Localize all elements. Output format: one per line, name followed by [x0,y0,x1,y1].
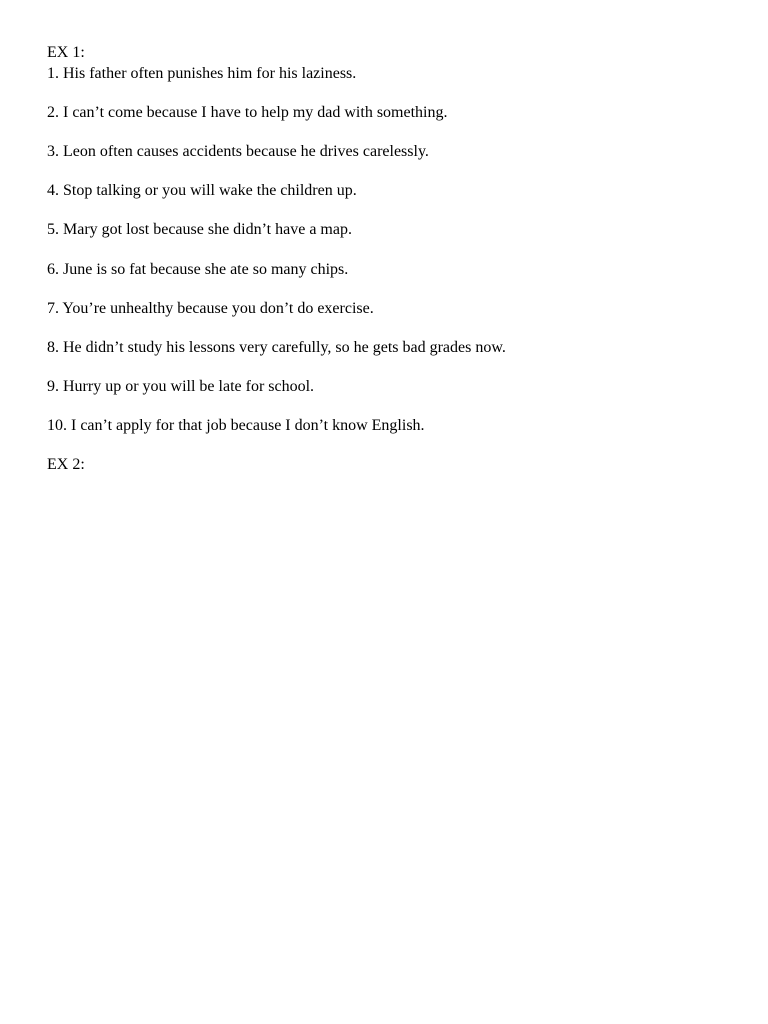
ex1-heading: EX 1: [47,44,85,61]
exercise-item-9: 9. Hurry up or you will be late for school. [47,378,315,395]
ex2-heading: EX 2: [47,456,85,473]
exercise-item-8: 8. He didn’t study his lessons very carefully, so he gets bad grades now. [47,339,506,356]
exercise-item-3: 3. Leon often causes accidents because he drives carelessly. [47,143,429,160]
exercise-item-5: 5. Mary got lost because she didn’t have a map. [47,221,352,238]
document-page [47,0,737,1024]
exercise-item-4: 4. Stop talking or you will wake the children up. [47,182,357,199]
exercise-item-1: 1. His father often punishes him for his laziness. [47,65,357,82]
exercise-item-7: 7. You’re unhealthy because you don’t do exercise. [47,300,374,317]
exercise-item-10: 10. I can’t apply for that job because I don’t know English. [47,417,425,434]
exercise-item-6: 6. June is so fat because she ate so many chips. [47,261,349,278]
exercise-item-2: 2. I can’t come because I have to help my dad with something. [47,104,448,121]
